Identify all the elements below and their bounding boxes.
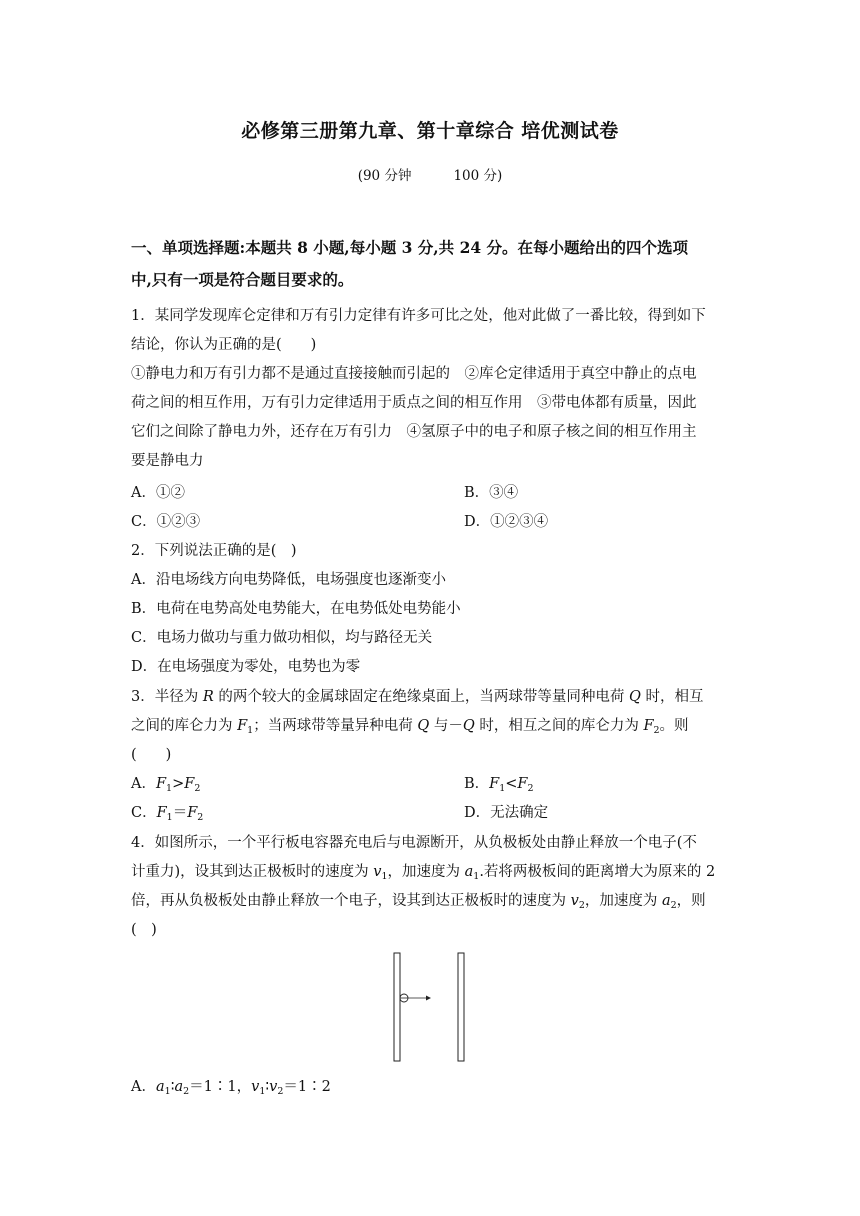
- q3-stem-line3: ( ): [131, 747, 172, 763]
- q1-statement-line3: 它们之间除了静电力外，还存在万有引力 ④氢原子中的电子和原子核之间的相互作用主: [131, 424, 697, 440]
- q3-stem-line2: 之间的库仑力为 $F_1$；当两球带等量异种电荷 Q 与－Q 时，相互之间的库仑力为 $F_2$。则: [131, 718, 689, 736]
- capacitor-diagram: [380, 950, 480, 1065]
- q1-stem-line1: 1．某同学发现库仑定律和万有引力定律有许多可比之处，他对此做了一番比较，得到如下: [131, 308, 706, 324]
- q2-stem: 2．下列说法正确的是( ): [131, 543, 297, 559]
- q1-statement-line4: 要是静电力: [131, 453, 204, 469]
- q4-stem-line1: 4．如图所示，一个平行板电容器充电后与电源断开，从负极板处由静止释放一个电子(不: [131, 835, 697, 851]
- q2-option-d: D．在电场强度为零处，电势也为零: [131, 659, 361, 675]
- q3-stem-line1: 3．半径为 R 的两个较大的金属球固定在绝缘桌面上，当两球带等量同种电荷 Q 时，相互: [131, 689, 704, 705]
- q1-option-d: D．①②③④: [464, 514, 549, 530]
- q1-statement-line2: 荷之间的相互作用，万有引力定律适用于质点之间的相互作用 ③带电体都有质量，因此: [131, 395, 697, 411]
- q1-stem-line2: 结论，你认为正确的是( ): [131, 337, 317, 353]
- q2-option-a: A．沿电场线方向电势降低，电场强度也逐渐变小: [131, 572, 446, 588]
- q3-option-d: D．无法确定: [464, 805, 549, 821]
- q4-stem-line3: 倍，再从负极板处由静止释放一个电子，设其到达正极板时的速度为 $v_2$，加速度为 $a_2$，则: [131, 893, 706, 911]
- exam-duration-score: [0, 164, 860, 184]
- q2-option-c: C．电场力做功与重力做功相似，均与路径无关: [131, 630, 433, 646]
- section-heading-line2: 中,只有一项是符合题目要求的。: [131, 270, 354, 289]
- q4-option-a: A．$a_1∶a_2=1∶1$，$v_1∶v_2=1∶2$: [131, 1079, 331, 1097]
- q3-option-b: B．$F_1<F_2$: [464, 776, 534, 794]
- q1-option-a: A．①②: [131, 485, 185, 501]
- exam-time: (90 分钟: [357, 168, 412, 184]
- exam-score: 100 分): [453, 168, 503, 184]
- q3-option-a: A．$F_1>F_2$: [131, 776, 201, 794]
- q3-option-c: C．$F_1=F_2$: [131, 805, 204, 823]
- section-heading-line1: 一、单项选择题:本题共 8 小题,每小题 3 分,共 24 分。在每小题给出的四个选项: [131, 238, 689, 257]
- q1-option-c: C．①②③: [131, 514, 201, 530]
- negative-plate: [394, 953, 400, 1061]
- q1-option-b: B．③④: [464, 485, 519, 501]
- q1-statement-line1: ①静电力和万有引力都不是通过直接接触而引起的 ②库仑定律适用于真空中静止的点电: [131, 366, 697, 382]
- velocity-arrow-head: [426, 996, 431, 1001]
- q4-stem-line4: ( ): [131, 922, 157, 938]
- exam-title: 必修第三册第九章、第十章综合 培优测试卷: [241, 120, 619, 142]
- q2-option-b: B．电荷在电势高处电势能大，在电势低处电势能小: [131, 601, 461, 617]
- positive-plate: [458, 953, 464, 1061]
- q4-stem-line2: 计重力)，设其到达正极板时的速度为 $v_1$，加速度为 $a_1$.若将两极板间的距离增大为原来的 2: [131, 864, 716, 882]
